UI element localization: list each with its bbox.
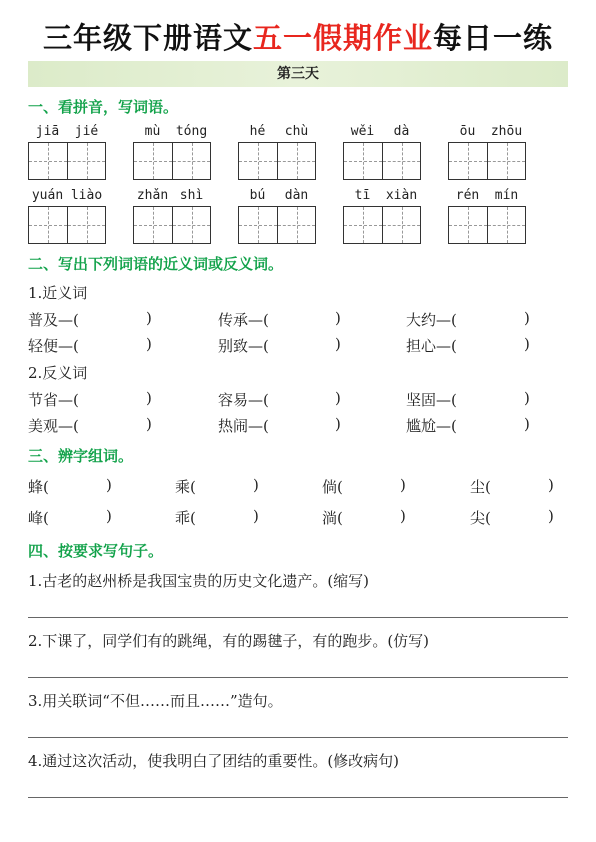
writing-boxes bbox=[343, 142, 421, 180]
writing-cell[interactable] bbox=[382, 207, 420, 243]
section-4-heading: 四、按要求写句子。 bbox=[28, 542, 164, 560]
writing-cell[interactable] bbox=[29, 143, 67, 179]
writing-cell[interactable] bbox=[344, 207, 382, 243]
answer-slot[interactable]: ) bbox=[106, 476, 112, 494]
writing-boxes bbox=[238, 206, 316, 244]
answer-line-2[interactable] bbox=[28, 677, 568, 678]
writing-cell[interactable] bbox=[67, 207, 105, 243]
writing-cell[interactable] bbox=[277, 143, 315, 179]
answer-slot[interactable]: ) bbox=[335, 335, 341, 353]
answer-line-3[interactable] bbox=[28, 737, 568, 738]
answer-slot[interactable]: ) bbox=[253, 476, 259, 494]
word-prompt: 普及—( bbox=[28, 311, 79, 329]
pinyin-label bbox=[448, 124, 526, 140]
pinyin-label bbox=[238, 188, 316, 204]
pinyin-syllable: chù bbox=[284, 124, 309, 139]
pinyin-syllable: zhǎn bbox=[136, 188, 169, 203]
pinyin-syllable: bú bbox=[249, 188, 266, 203]
answer-slot[interactable]: ) bbox=[335, 389, 341, 407]
day-label: 第三天 bbox=[277, 66, 319, 82]
word-prompt: 别致—( bbox=[218, 337, 269, 355]
answer-slot[interactable]: ) bbox=[335, 309, 341, 327]
pinyin-label bbox=[343, 188, 421, 204]
day-banner bbox=[28, 61, 568, 87]
char-prompt: 乘( bbox=[175, 478, 196, 496]
writing-boxes bbox=[28, 142, 106, 180]
char-prompt: 尖( bbox=[470, 509, 491, 527]
answer-line-1[interactable] bbox=[28, 617, 568, 618]
answer-slot[interactable]: ) bbox=[548, 476, 554, 494]
pinyin-syllable: ōu bbox=[459, 124, 476, 139]
writing-cell[interactable] bbox=[449, 207, 487, 243]
answer-slot[interactable]: ) bbox=[400, 507, 406, 525]
answer-slot[interactable]: ) bbox=[335, 415, 341, 433]
writing-cell[interactable] bbox=[449, 143, 487, 179]
answer-slot[interactable]: ) bbox=[524, 415, 530, 433]
writing-cell[interactable] bbox=[277, 207, 315, 243]
sentence-task-1: 1.古老的赵州桥是我国宝贵的历史文化遗产。(缩写) bbox=[28, 572, 370, 590]
pinyin-syllable: tī bbox=[354, 188, 371, 203]
pinyin-syllable: shì bbox=[179, 188, 204, 203]
writing-boxes bbox=[133, 206, 211, 244]
pinyin-syllable: rén bbox=[455, 188, 480, 203]
writing-boxes bbox=[133, 142, 211, 180]
section-2-heading: 二、写出下列词语的近义词或反义词。 bbox=[28, 255, 284, 273]
word-prompt: 节省—( bbox=[28, 391, 79, 409]
writing-cell[interactable] bbox=[134, 207, 172, 243]
writing-boxes bbox=[343, 206, 421, 244]
pinyin-label bbox=[28, 188, 106, 204]
writing-boxes bbox=[448, 206, 526, 244]
char-prompt: 峰( bbox=[28, 509, 49, 527]
pinyin-label bbox=[238, 124, 316, 140]
writing-cell[interactable] bbox=[172, 143, 210, 179]
word-prompt: 传承—( bbox=[218, 311, 269, 329]
answer-slot[interactable]: ) bbox=[146, 335, 152, 353]
answer-slot[interactable]: ) bbox=[146, 389, 152, 407]
answer-slot[interactable]: ) bbox=[524, 309, 530, 327]
pinyin-label bbox=[133, 188, 211, 204]
writing-cell[interactable] bbox=[487, 207, 525, 243]
answer-slot[interactable]: ) bbox=[146, 415, 152, 433]
pinyin-syllable: hé bbox=[249, 124, 266, 139]
answer-slot[interactable]: ) bbox=[524, 335, 530, 353]
answer-slot[interactable]: ) bbox=[253, 507, 259, 525]
writing-cell[interactable] bbox=[29, 207, 67, 243]
pinyin-syllable: dàn bbox=[284, 188, 309, 203]
writing-cell[interactable] bbox=[382, 143, 420, 179]
word-prompt: 轻便—( bbox=[28, 337, 79, 355]
word-prompt: 大约—( bbox=[406, 311, 457, 329]
pinyin-syllable: jiā bbox=[35, 124, 60, 139]
writing-boxes bbox=[28, 206, 106, 244]
answer-slot[interactable]: ) bbox=[400, 476, 406, 494]
synonym-label: 1.近义词 bbox=[28, 284, 88, 302]
section-3-heading: 三、辨字组词。 bbox=[28, 447, 134, 465]
writing-cell[interactable] bbox=[67, 143, 105, 179]
pinyin-syllable: mín bbox=[494, 188, 519, 203]
writing-boxes bbox=[238, 142, 316, 180]
writing-cell[interactable] bbox=[134, 143, 172, 179]
answer-line-4[interactable] bbox=[28, 797, 568, 798]
word-prompt: 容易—( bbox=[218, 391, 269, 409]
antonym-label: 2.反义词 bbox=[28, 364, 88, 382]
pinyin-label bbox=[28, 124, 106, 140]
char-prompt: 淌( bbox=[322, 509, 343, 527]
writing-boxes bbox=[448, 142, 526, 180]
sentence-task-4: 4.通过这次活动，使我明白了团结的重要性。(修改病句) bbox=[28, 752, 400, 770]
pinyin-syllable: mù bbox=[144, 124, 161, 139]
pinyin-label bbox=[343, 124, 421, 140]
pinyin-label bbox=[133, 124, 211, 140]
word-prompt: 尴尬—( bbox=[406, 417, 457, 435]
writing-cell[interactable] bbox=[239, 207, 277, 243]
pinyin-syllable: yuán bbox=[31, 188, 64, 203]
char-prompt: 乖( bbox=[175, 509, 196, 527]
word-prompt: 担心—( bbox=[406, 337, 457, 355]
word-prompt: 美观—( bbox=[28, 417, 79, 435]
char-prompt: 蜂( bbox=[28, 478, 49, 496]
pinyin-label bbox=[448, 188, 526, 204]
pinyin-syllable: dà bbox=[393, 124, 410, 139]
pinyin-syllable: wěi bbox=[350, 124, 375, 139]
writing-cell[interactable] bbox=[487, 143, 525, 179]
pinyin-syllable: liào bbox=[70, 188, 103, 203]
pinyin-syllable: tóng bbox=[175, 124, 208, 139]
section-1-heading: 一、看拼音，写词语。 bbox=[28, 98, 179, 116]
answer-slot[interactable]: ) bbox=[106, 507, 112, 525]
pinyin-syllable: jié bbox=[74, 124, 99, 139]
char-prompt: 倘( bbox=[322, 478, 343, 496]
writing-cell[interactable] bbox=[172, 207, 210, 243]
word-prompt: 坚固—( bbox=[406, 391, 457, 409]
answer-slot[interactable]: ) bbox=[146, 309, 152, 327]
writing-cell[interactable] bbox=[344, 143, 382, 179]
page-title: 三年级下册语文五一假期作业每日一练 bbox=[42, 21, 554, 55]
pinyin-syllable: xiàn bbox=[385, 188, 418, 203]
sentence-task-2: 2.下课了，同学们有的跳绳，有的踢毽子，有的跑步。(仿写) bbox=[28, 632, 430, 650]
pinyin-syllable: zhōu bbox=[490, 124, 523, 139]
answer-slot[interactable]: ) bbox=[548, 507, 554, 525]
char-prompt: 尘( bbox=[470, 478, 491, 496]
answer-slot[interactable]: ) bbox=[524, 389, 530, 407]
sentence-task-3: 3.用关联词“不但……而且……”造句。 bbox=[28, 692, 283, 710]
writing-cell[interactable] bbox=[239, 143, 277, 179]
word-prompt: 热闹—( bbox=[218, 417, 269, 435]
